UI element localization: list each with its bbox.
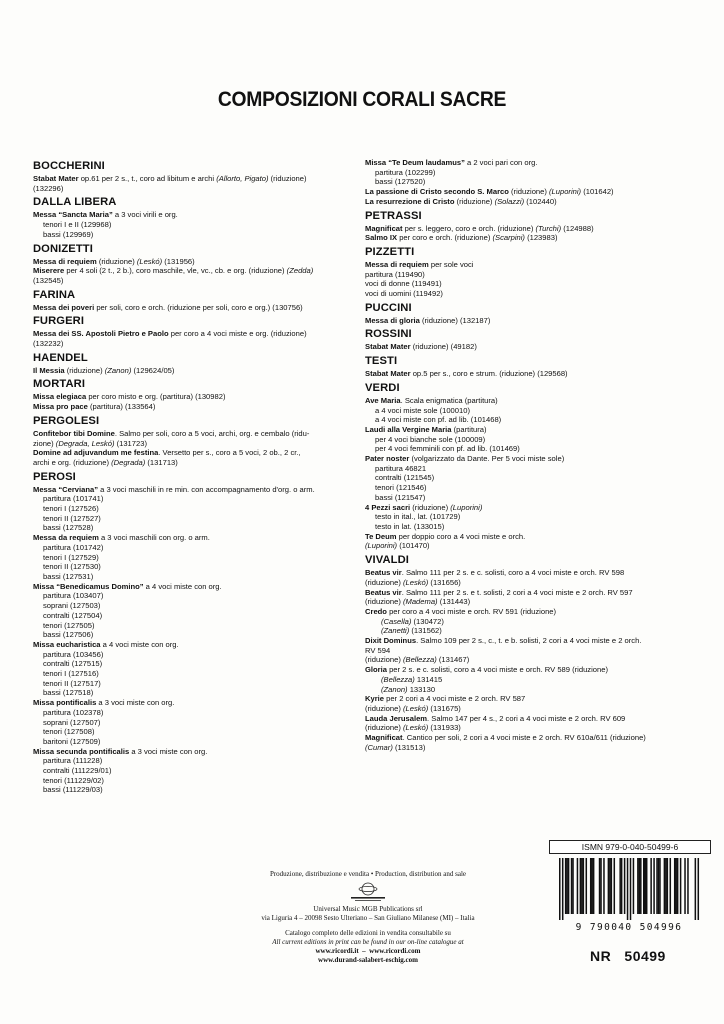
barcode-bar [614, 858, 616, 914]
catalog-entry-line: Il Messia (riduzione) (Zanon) (129624/05) [33, 365, 175, 375]
barcode-icon [549, 858, 709, 920]
barcode-bar [674, 858, 676, 914]
barcode-bar [580, 858, 582, 914]
barcode-bar [591, 858, 593, 914]
barcode-bar [608, 858, 610, 914]
left-column [33, 160, 357, 795]
catalog-entry-line: Laudi alla Vergine Maria (partitura) [365, 424, 487, 434]
catalog-entry-line: Messa “Cerviana” a 3 voci maschili in re min. con accompagnamento d'org. o arm. [33, 484, 315, 494]
catalog-entry-line: partitura (102378) [43, 707, 104, 717]
composer-section [365, 382, 695, 551]
barcode-bar [665, 858, 667, 914]
catalog-entry-line: Beatus vir. Salmo 111 per 2 s. e t. solisti, 2 cori a 4 voci miste e 2 orch. RV 597 [365, 587, 633, 597]
composer-name: TESTI [365, 355, 398, 368]
barcode-bar [593, 858, 595, 914]
composer-section [33, 243, 357, 286]
barcode-bar [680, 858, 682, 914]
catalog-entry-line: baritoni (127509) [43, 736, 101, 746]
catalog-entry-line: Missa “Te Deum laudamus” a 2 voci pari con org. [365, 158, 538, 167]
catalog-entry-line: (riduzione) (Leskó) (131933) [365, 723, 461, 733]
catalog-entry-line: contralti (127504) [43, 610, 103, 620]
composer-name: PEROSI [33, 470, 76, 483]
barcode-bar [583, 858, 585, 914]
barcode-bar [644, 858, 646, 914]
catalog-entry-line: bassi (127531) [43, 571, 94, 581]
barcode-bar [565, 858, 567, 914]
catalog-entry-line: a 4 voci miste sole (100010) [375, 405, 470, 415]
catalog-entry-line: soprani (127507) [43, 717, 101, 727]
barcode-bar [590, 858, 592, 914]
catalog-note-it: Catalogo completo delle edizioni in vendita consultabile su [285, 929, 451, 937]
catalog-entry-line: tenori I e II (129968) [43, 220, 112, 230]
barcode-bar [572, 858, 574, 914]
catalog-entry-line: tenori (127508) [43, 727, 95, 737]
catalog-entry-line: testo in ital., lat. (101729) [375, 512, 461, 522]
right-column [365, 158, 695, 752]
barcode-bar [624, 858, 626, 914]
catalog-entry-line: bassi (129969) [43, 229, 94, 239]
barcode-bar [600, 858, 602, 914]
company-address: via Liguria 4 – 20098 Sesto Ulteriano – San Giuliano Milanese (MI) – Italia [261, 914, 475, 922]
catalog-entry-line: Domine ad adjuvandum me festina. Versetto per s., coro a 5 voci, 2 ob., 2 cr., [33, 448, 301, 458]
catalog-entry-line: contralti (127515) [43, 659, 103, 669]
catalog-entry-line: contralti (121545) [375, 473, 435, 483]
catalog-entry-line: bassi (127506) [43, 630, 94, 640]
catalog-entry-line: Messa di gloria (riduzione) (132187) [365, 315, 491, 325]
catalog-entry-line: Dixit Dominus. Salmo 109 per 2 s., c., t. e b. solisti, 2 cori a 4 voci miste e 2 orch. [365, 636, 642, 646]
barcode-bar [577, 858, 579, 914]
catalog-entry-line: Missa eucharistica a 4 voci miste con org. [33, 639, 179, 649]
composer-name: VIVALDI [365, 554, 410, 567]
catalog-entry-line: (Zanetti) (131562) [381, 626, 442, 636]
catalog-entry-line: Missa “Benedicamus Domino” a 4 voci miste con org. [33, 581, 222, 591]
composer-section [365, 328, 695, 352]
catalog-entry-line: La passione di Cristo secondo S. Marco (riduzione) (Luporini) (101642) [365, 187, 614, 197]
barcode-bar [659, 858, 661, 914]
barcode-bar [664, 858, 666, 914]
barcode-bar [609, 858, 611, 914]
catalog-number [590, 948, 666, 964]
catalog-entry-line: tenori II (127530) [43, 562, 101, 572]
catalog-entry-line: 4 Pezzi sacri (riduzione) (Luporini) [365, 502, 483, 512]
catalog-entry-line: (riduzione) (Leskó) (131675) [365, 703, 461, 713]
company-name: Universal Music MGB Publications srl [313, 905, 423, 913]
barcode-bar [656, 858, 658, 914]
catalog-entry-line: Stabat Mater op.61 per 2 s., t., coro ad libitum e archi (Allorto, Pigato) (riduzione) [33, 174, 307, 183]
composer-section [365, 246, 695, 299]
catalog-entry-line: La resurrezione di Cristo (riduzione) (Solazzi) (102440) [365, 196, 557, 206]
barcode-bar [571, 858, 573, 914]
catalog-entry-line: bassi (127518) [43, 688, 94, 698]
page-title: COMPOSIZIONI CORALI SACRE [217, 88, 507, 111]
web-link-ricordi-it[interactable]: www.ricordi.it [315, 947, 359, 955]
barcode-bar [599, 858, 601, 914]
composer-section [33, 160, 357, 193]
barcode-bar [646, 858, 648, 914]
barcode-digits: 9 790040 504996 [575, 922, 683, 933]
catalog-entry-line: soprani (127503) [43, 601, 101, 611]
catalog-entry-line: Gloria per 2 s. e c. solisti, coro a 4 voci miste e orch. RV 589 (riduzione) [365, 665, 608, 675]
composer-name: DALLA LIBERA [33, 196, 117, 209]
catalog-entry-line: tenori I (127529) [43, 552, 99, 562]
catalog-entry-line: (riduzione) (Madema) (131443) [365, 597, 471, 607]
catalog-entry-line: tenori I (127526) [43, 504, 99, 514]
catalog-entry-line: per 4 voci femminili con pf. ad lib. (101469) [375, 444, 520, 454]
composer-name: PUCCINI [365, 301, 412, 314]
barcode-bar [568, 858, 570, 914]
barcode-bar [603, 858, 605, 914]
catalog-entry-line: Magnificat. Cantico per soli, 2 cori a 4 voci miste e 2 orch. RV 610a/611 (riduzione) [365, 733, 646, 743]
barcode-bar [630, 858, 632, 920]
catalog-entry-line: contralti (111229/01) [43, 766, 112, 776]
barcode-bar [637, 858, 639, 914]
catalog-entry-line: Kyrie per 2 cori a 4 voci miste e 2 orch. RV 587 [365, 694, 526, 704]
catalog-note-en: All current editions in print can be found in our on-line catalogue at [272, 938, 464, 946]
composer-name: FURGERI [33, 315, 85, 328]
catalog-entry-line: bassi (127520) [375, 177, 426, 187]
barcode-bar [581, 858, 583, 914]
catalog-entry-line: voci di donne (119491) [365, 279, 442, 289]
barcode-bar [653, 858, 655, 914]
barcode-bar [650, 858, 652, 914]
barcode-bar [658, 858, 660, 914]
catalog-entry-line: bassi (111229/03) [43, 785, 103, 795]
composer-section [33, 378, 357, 411]
catalog-entry-line: (132296) [33, 183, 64, 193]
composer-name: PIZZETTI [365, 245, 415, 258]
catalog-entry-line: bassi (127528) [43, 523, 94, 533]
catalog-entry-line: partitura (101741) [43, 494, 104, 504]
barcode-bar [687, 858, 689, 914]
composer-name: MORTARI [33, 378, 86, 391]
catalog-entry-line: testo in lat. (133015) [375, 521, 445, 531]
barcode-bar [670, 858, 672, 914]
composer-name: BOCCHERINI [33, 160, 105, 172]
catalog-entry-line: Messa dei poveri per soli, coro e orch. (riduzione per soli, coro e org.) (130756) [33, 302, 303, 312]
catalog-entry-line: tenori (121546) [375, 483, 427, 493]
barcode-bar [586, 858, 588, 914]
composer-section [33, 471, 357, 796]
catalog-entry-line: partitura (101742) [43, 542, 104, 552]
composer-name: PETRASSI [365, 209, 422, 222]
barcode-bar [621, 858, 623, 914]
catalog-entry-line: per 4 voci bianche sole (100009) [375, 434, 486, 444]
barcode-bar [643, 858, 645, 914]
catalog-entry-line: Ave Maria. Scala enigmatica (partitura) [365, 395, 498, 405]
composer-section [33, 289, 357, 313]
catalog-entry-line: Credo per coro a 4 voci miste e orch. RV 591 (riduzione) [365, 606, 557, 616]
composer-name: HAENDEL [33, 351, 88, 364]
publisher-imprint: Produzione, distribuzione e vendita • Production, distribution and sale Universal Music MGB Publications srl via Liguria 4 – 20098 Sesto Ulteriano – San Giuliano Milanese (MI) – Italia Catalogo completo delle edizioni in vendita consultabile su All current editions in print can be found in our on-line catalogue at www.ricordi.it – www.ricordi.com www.durand-salabert-eschig.com [233, 870, 503, 965]
production-line: Produzione, distribuzione e vendita • Production, distribution and sale [269, 870, 467, 878]
catalog-entry-line: voci di uomini (119492) [365, 289, 443, 299]
catalog-entry-line: Messa “Sancta Maria” a 3 voci virili e org. [33, 210, 178, 220]
composer-name: VERDI [365, 381, 400, 394]
catalog-entry-line: tenori II (127527) [43, 513, 101, 523]
catalog-entry-line: partitura (111228) [43, 756, 103, 766]
barcode-bar [619, 858, 621, 914]
catalog-entry-line: (132545) [33, 275, 64, 285]
composer-section [365, 554, 695, 752]
universal-logo-icon [345, 881, 391, 903]
catalog-entry-line: zione) (Degrada, Leskó) (131723) [33, 438, 147, 448]
composer-section [33, 196, 357, 239]
catalog-entry-line: Magnificat per s. leggero, coro e orch. (riduzione) (Turchi) (124988) [365, 223, 594, 233]
catalog-entry-line: Pater noster (volgarizzato da Dante. Per 5 voci miste sole) [365, 454, 565, 464]
barcode-bar [566, 858, 568, 914]
catalog-entry-line: Te Deum per doppio coro a 4 voci miste e orch. [365, 531, 526, 541]
catalog-entry-line: (riduzione) (Bellezza) (131467) [365, 655, 470, 665]
catalog-entry-line: (riduzione) (Leskó) (131656) [365, 577, 461, 587]
catalog-entry-line: Confitebor tibi Domine. Salmo per soli, coro a 5 voci, archi, org. e cembalo (ridu- [33, 428, 310, 438]
barcode-bar [684, 858, 686, 914]
catalog-entry-line: (Bellezza) 131415 [381, 674, 443, 684]
composer-section [365, 210, 695, 243]
composer-section [33, 415, 357, 468]
catalog-number-label: NR [590, 948, 612, 964]
catalog-entry-line: Lauda Jerusalem. Salmo 147 per 4 s., 2 cori a 4 voci miste e 2 orch. RV 609 [365, 713, 626, 723]
catalog-entry-line: Missa elegiaca per coro misto e org. (partitura) (130982) [33, 392, 226, 402]
catalog-entry-line: tenori (127505) [43, 620, 95, 630]
catalog-entry-line: partitura (103407) [43, 591, 104, 601]
catalog-entry-line: Messa di requiem per sole voci [365, 259, 474, 269]
catalog-entry-line: tenori II (127517) [43, 678, 101, 688]
barcode-bar [639, 858, 641, 914]
barcode-bar [633, 858, 635, 914]
catalog-entry-line: Messa di requiem (riduzione) (Leskó) (131956) [33, 256, 195, 266]
catalog-entry-line: (Cumar) (131513) [365, 742, 426, 752]
composer-section [365, 355, 695, 379]
barcode-bar [627, 858, 629, 920]
barcode-bar [611, 858, 613, 914]
catalog-entry-line: RV 594 [365, 645, 391, 655]
web-link-ricordi-com[interactable]: www.ricordi.com [369, 947, 421, 955]
catalog-entry-line: archi e org. (riduzione) (Degrada) (131713) [33, 457, 178, 467]
catalog-entry-line: partitura (119490) [365, 269, 425, 279]
catalog-entry-line: (Casella) (130472) [381, 616, 444, 626]
catalog-entry-line: (Zanon) 133130 [381, 684, 436, 694]
catalog-entry-line: Missa pro pace (partitura) (133564) [33, 402, 156, 412]
catalog-entry-line: Stabat Mater op.5 per s., coro e strum. (riduzione) (129568) [365, 369, 568, 379]
barcode-bar [640, 858, 642, 914]
catalog-entry-line: bassi (121547) [375, 492, 426, 502]
catalog-entry-line: (132232) [33, 339, 64, 349]
barcode-bar [562, 858, 564, 920]
catalog-entry-line: partitura 46821 [375, 463, 427, 473]
catalog-entry-line: Messa da requiem a 3 voci maschili con org. o arm. [33, 533, 210, 543]
catalog-entry-line: a 4 voci miste con pf. ad lib. (101468) [375, 415, 502, 425]
catalog-entry-line: Messa dei SS. Apostoli Pietro e Paolo per coro a 4 voci miste e org. (riduzione) [33, 329, 307, 339]
composer-name: FARINA [33, 288, 76, 301]
catalog-number-value: 50499 [624, 948, 666, 964]
barcode-bar [695, 858, 697, 920]
barcode-bar [667, 858, 669, 914]
composer-section [33, 352, 357, 376]
barcode-bar [698, 858, 700, 920]
composer-section [365, 302, 695, 326]
ismn-code: ISMN 979-0-040-50499-6 [549, 840, 711, 854]
barcode-bar [675, 858, 677, 914]
catalog-entry-line: tenori (111229/02) [43, 775, 104, 785]
composer-name: DONIZETTI [33, 242, 93, 255]
catalog-entry-line: Miserere per 4 soli (2 t., 2 b.), coro maschile, vle, vc., cb. e org. (riduzione) (Zedda) [33, 266, 314, 276]
catalog-entry-line: Stabat Mater (riduzione) (49182) [365, 342, 477, 352]
composer-name: ROSSINI [365, 328, 412, 341]
catalog-entry-line: partitura (102299) [375, 167, 436, 177]
catalog-entry-line: tenori I (127516) [43, 669, 99, 679]
composer-section [33, 315, 357, 348]
catalog-entry-line: partitura (103456) [43, 649, 104, 659]
catalog-entry-line: (Luporini) (101470) [365, 541, 430, 551]
barcode-bar [559, 858, 561, 920]
catalog-entry-line: Missa secunda pontificalis a 3 voci miste con org. [33, 746, 208, 756]
composer-name: PERGOLESI [33, 414, 100, 427]
catalog-entry-line: Missa pontificalis a 3 voci miste con org. [33, 698, 175, 708]
barcode-bar [677, 858, 679, 914]
web-link-durand[interactable]: www.durand-salabert-eschig.com [318, 956, 418, 964]
catalog-entry-line: Salmo IX per coro e orch. (riduzione) (Scarpini) (123983) [365, 233, 558, 243]
composer-section [365, 158, 695, 207]
catalog-entry-line: Beatus vir. Salmo 111 per 2 s. e c. solisti, coro a 4 voci miste e orch. RV 598 [365, 568, 625, 578]
